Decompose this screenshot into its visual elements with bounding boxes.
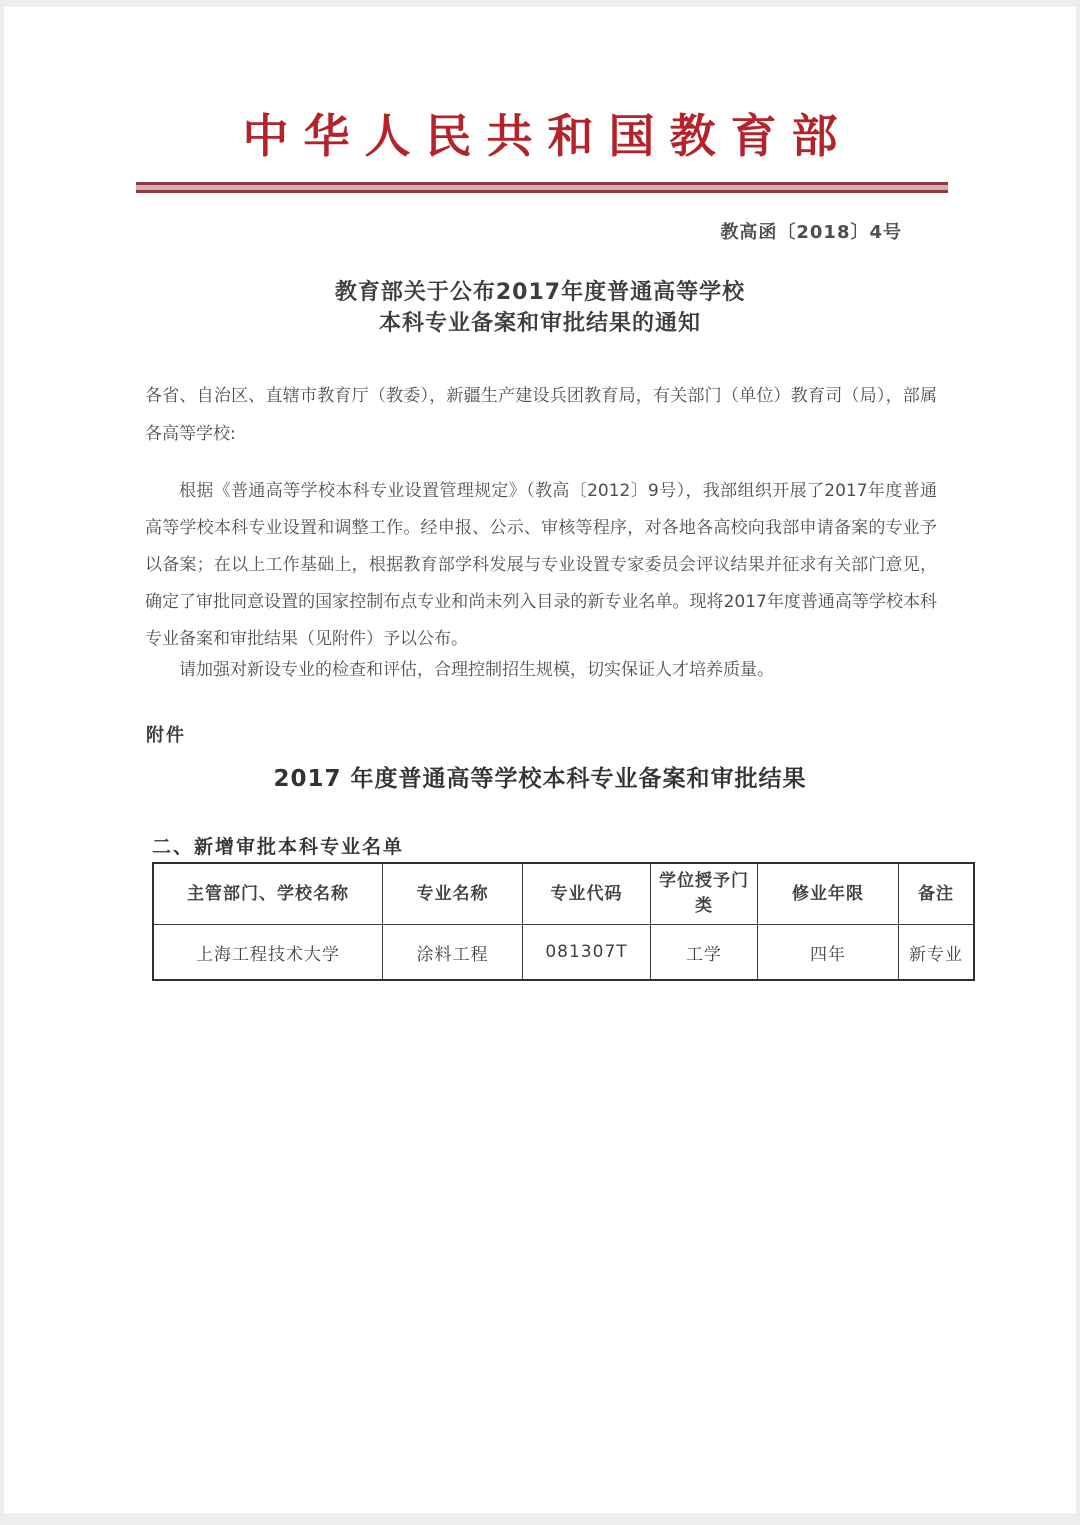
- table-header-row: [153, 863, 974, 925]
- attachment-label: 附件: [146, 725, 186, 746]
- document-title: [0, 277, 1080, 339]
- header-degree-category: 学位授予门类: [651, 863, 758, 925]
- table-row: [153, 925, 974, 981]
- header-department-school: 主管部门、学校名称: [153, 863, 383, 925]
- cell-major-name: 涂料工程: [383, 925, 523, 981]
- cell-major-code: 081307T: [523, 925, 651, 981]
- body-paragraph-2: 请加强对新设专业的检查和评估，合理控制招生规模，切实保证人才培养质量。: [179, 660, 774, 680]
- header-major-name: 专业名称: [383, 863, 523, 925]
- header-remarks: 备注: [899, 863, 975, 925]
- cell-school-name: 上海工程技术大学: [153, 925, 383, 981]
- header-major-code: 专业代码: [523, 863, 651, 925]
- section-heading: 二、新增审批本科专业名单: [152, 836, 405, 858]
- letterhead-title: 中华人民共和国教育部: [242, 109, 853, 163]
- letterhead-divider-rule: [136, 182, 948, 193]
- cell-remarks: 新专业: [899, 925, 975, 981]
- cell-study-duration: 四年: [758, 925, 899, 981]
- salutation-paragraph: 各省、自治区、直辖市教育厅（教委），新疆生产建设兵团教育局，有关部门（单位）教育司（局），部属各高等学校:: [145, 386, 937, 444]
- cell-degree-category: 工学: [651, 925, 758, 981]
- attachment-title: 2017 年度普通高等学校本科专业备案和审批结果: [273, 766, 807, 792]
- header-study-duration: 修业年限: [758, 863, 899, 925]
- body-paragraph-1: 根据《普通高等学校本科专业设置管理规定》（教高〔2012〕9号），我部组织开展了2017年度普通高等学校本科专业设置和调整工作。经申报、公示、审核等程序，对各地各高校向我部申请备案的专业予以备案；在以上工作基础上，根据教育部学科发展与专业设置专家委员会评议结果并征求有关部门意见，确定了审批同意设置的国家控制布点专业和尚未列入目录的新专业名单。现将2017年度普通高等学校本科专业备案和审批结果（见附件）予以公布。: [145, 481, 937, 649]
- document-title-line1: 教育部关于公布2017年度普通高等学校: [334, 280, 746, 305]
- approval-results-table: [152, 862, 975, 981]
- document-number: 教高函〔2018〕4号: [720, 222, 902, 243]
- document-title-line2: 本科专业备案和审批结果的通知: [378, 311, 701, 336]
